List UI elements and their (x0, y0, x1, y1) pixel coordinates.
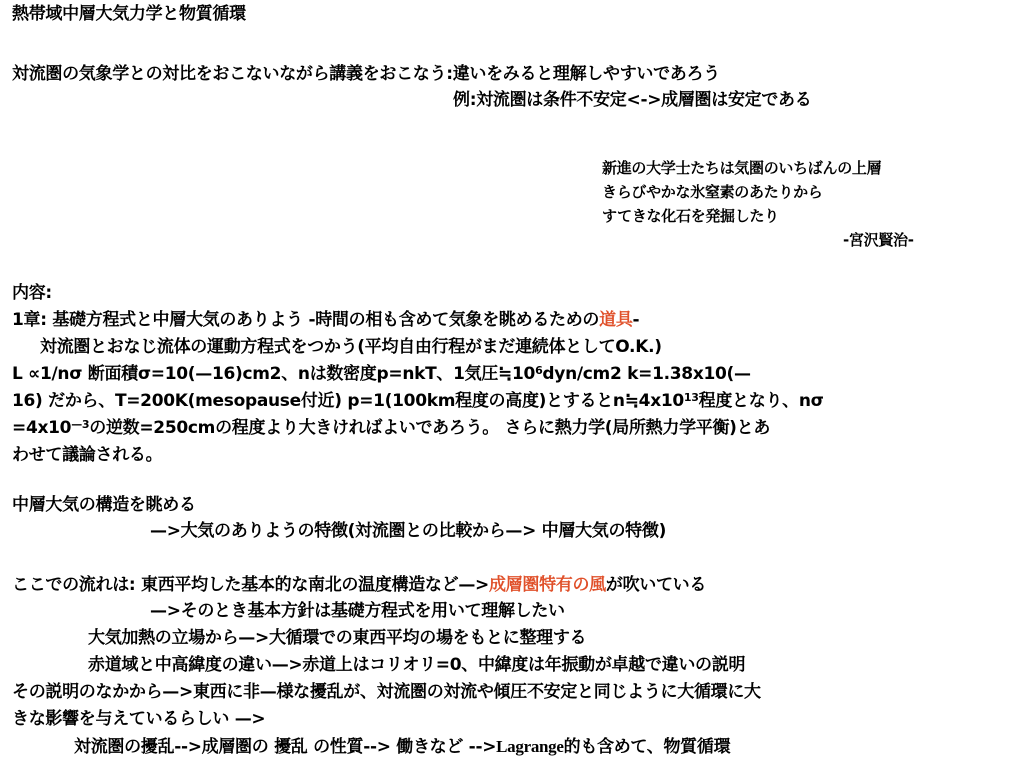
equation-1-b: dyn/cm2 k=1.38x10(— (542, 364, 751, 384)
chapter-1-line (12, 309, 639, 331)
flow-1-highlight: 成層圏特有の風 (488, 575, 606, 595)
equation-2-a: 16) だから、T=200K(mesopause付近) p=1(100km程度の高度)とするとn≒4x10 (12, 391, 684, 411)
equation-line-1 (12, 363, 751, 385)
poem-author: -宮沢賢治- (843, 231, 914, 249)
flow-line-5: その説明のなかから—>東西に非—様な擾乱が、対流圏の対流や傾圧不安定と同じように大循環に大 (12, 682, 761, 702)
flow-line-3: 大気加熱の立場から—>大循環での東西平均の場をもとに整理する (88, 628, 587, 648)
poem-line-2: きらびやかな氷窒素のあたりから (602, 183, 823, 201)
flow-1-end: が吹いている (605, 575, 707, 595)
equation-1-sup: 6 (535, 364, 543, 377)
contents-label: 内容: (12, 283, 52, 303)
chapter-1-dash: - (632, 310, 640, 330)
equation-line-4: わせて議論される。 (12, 445, 163, 465)
poem-line-3: すてきな化石を発掘したり (602, 207, 779, 225)
intro-line-1: 対流圏の気象学との対比をおこないながら講義をおこなう:違いをみると理解しやすいであろう (12, 64, 720, 84)
flow-7-c: 的も含めて、物質循環 (563, 737, 731, 757)
page-title: 熱帯域中層大気力学と物質循環 (12, 4, 246, 24)
chapter-1-text: 1章: 基礎方程式と中層大気のありよう -時間の相も含めて気象を眺めるための (12, 310, 600, 330)
poem-line-1: 新進の大学士たちは気圏のいちばんの上層 (602, 159, 882, 177)
equation-1-a: L ∝1/nσ 断面積σ=10(—16)cm2、nは数密度p=nkT、1気圧≒10 (12, 364, 536, 384)
flow-line-2: —>そのとき基本方針は基礎方程式を用いて理解したい (150, 601, 565, 621)
flow-line-6: きな影響を与えているらしい —> (12, 709, 266, 729)
flow-7-a: 対流圏の擾乱-->成層圏の 擾乱 の性質--> 働きなど --> (74, 737, 497, 757)
flow-line-7 (74, 736, 730, 758)
equation-2-sup: 13 (683, 391, 699, 404)
equation-line-3 (12, 417, 770, 439)
flow-7-lagrange: Lagrange (496, 737, 564, 756)
flow-1-text: ここでの流れは: 東西平均した基本的な南北の温度構造など—> (12, 575, 489, 595)
structure-heading: 中層大気の構造を眺める (12, 495, 196, 515)
intro-line-2: 例:対流圏は条件不安定<->成層圏は安定である (453, 90, 812, 110)
equation-3-a: =4x10 (12, 418, 72, 438)
equation-2-b: 程度となり、nσ (698, 391, 824, 411)
flow-line-4: 赤道域と中高緯度の違い—>赤道上はコリオリ=0、中緯度は年振動が卓越で違いの説明 (88, 655, 746, 675)
equation-line-2 (12, 390, 824, 412)
structure-sub: —>大気のありようの特徴(対流圏との比較から—> 中層大気の特徴) (150, 521, 667, 541)
chapter-1-sub: 対流圏とおなじ流体の運動方程式をつかう(平均自由行程がまだ連続体としてO.K.) (40, 337, 662, 357)
equation-3-sup: —3 (71, 418, 90, 431)
flow-line-1 (12, 574, 706, 596)
equation-3-b: の逆数=250cmの程度より大きければよいであろう。 さらに熱力学(局所熱力学平衡)とあ (89, 418, 771, 438)
chapter-1-highlight: 道具 (599, 310, 633, 330)
